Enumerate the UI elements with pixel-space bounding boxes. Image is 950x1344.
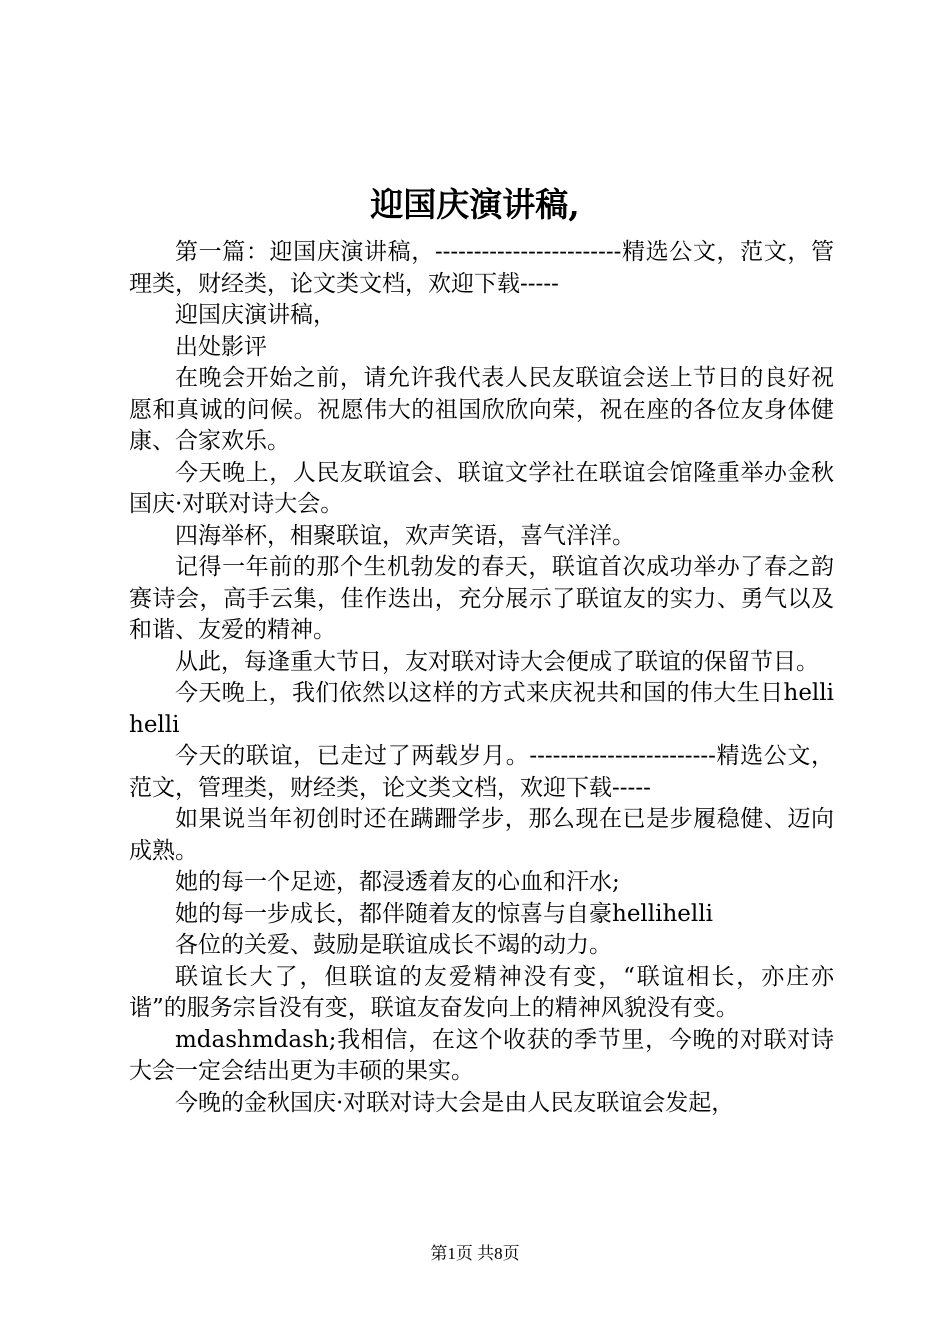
paragraph: 各位的关爱、鼓励是联谊成长不竭的动力。 — [175, 932, 612, 958]
page-footer: 第1页 共8页 — [430, 1244, 520, 1263]
paragraph: 出处影评 — [175, 333, 267, 360]
paragraph: 四海举杯，相聚联谊，欢声笑语，喜气洋洋。 — [175, 522, 635, 549]
paragraph: 记得一年前的那个生机勃发的春天，联谊首次成功举办了春之韵赛诗会，高手云集，佳作迭出，充分展示了联谊友的实力、勇气以及和谐、友爱的精神。 — [129, 554, 834, 643]
paragraph: 从此，每逢重大节日，友对联对诗大会便成了联谊的保留节目。 — [175, 648, 819, 675]
document-body — [129, 237, 834, 1119]
paragraph: 她的每一步成长，都伴随着友的惊喜与自豪hellihelli — [175, 900, 713, 927]
paragraph: 今晚的金秋国庆·对联对诗大会是由人民友联谊会发起， — [175, 1089, 735, 1116]
paragraph: mdashmdash;我相信，在这个收获的季节里，今晚的对联对诗大会一定会结出更为丰硕的果实。 — [129, 1026, 834, 1084]
paragraph: 今天的联谊，已走过了两载岁月。------------------------精选公文，范文，管理类，财经类，论文类文档，欢迎下载----- — [129, 743, 834, 801]
paragraph: 她的每一个足迹，都浸透着友的心血和汗水; — [175, 869, 620, 895]
paragraph: 在晚会开始之前，请允许我代表人民友联谊会送上节日的良好祝愿和真诚的问候。祝愿伟大的祖国欣欣向荣，祝在座的各位友身体健康、合家欢乐。 — [129, 365, 834, 454]
paragraph: 迎国庆演讲稿， — [175, 302, 336, 328]
paragraph: 联谊长大了，但联谊的友爱精神没有变，“联谊相长，亦庄亦谐”的服务宗旨没有变，联谊友奋发向上的精神风貌没有变。 — [129, 963, 834, 1021]
paragraph: 今天晚上，我们依然以这样的方式来庆祝共和国的伟大生日hellihelli — [129, 680, 834, 738]
paragraph: 第一篇：迎国庆演讲稿，------------------------精选公文，范文，管理类，财经类，论文类文档，欢迎下载----- — [129, 239, 834, 297]
paragraph: 如果说当年初创时还在蹒跚学步，那么现在已是步履稳健、迈向成熟。 — [129, 806, 834, 864]
paragraph: 今天晚上，人民友联谊会、联谊文学社在联谊会馆隆重举办金秋国庆·对联对诗大会。 — [129, 459, 834, 517]
document-title: 迎国庆演讲稿, — [370, 185, 580, 224]
